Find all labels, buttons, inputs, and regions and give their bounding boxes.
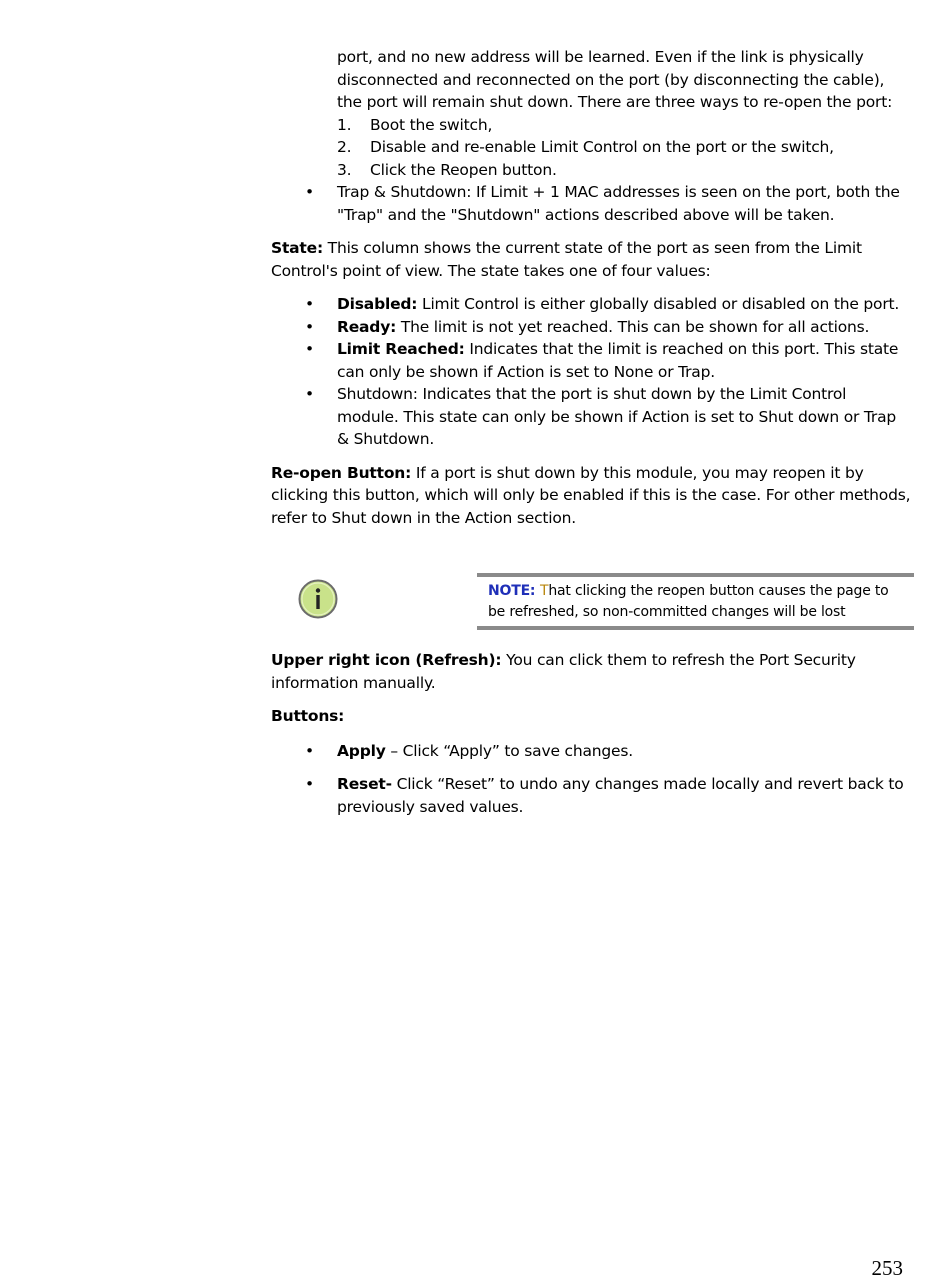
item-label: Limit Reached: xyxy=(337,340,465,358)
list-item xyxy=(271,383,911,451)
list-item xyxy=(337,136,911,159)
bullet: • xyxy=(305,775,314,793)
bullet: • xyxy=(305,385,314,403)
item-text: Limit Control is either globally disabled or disabled on the port. xyxy=(417,295,900,313)
item-text: The limit is not yet reached. This can be shown for all actions. xyxy=(396,317,870,336)
list-item xyxy=(337,159,911,182)
list-number: 1. xyxy=(337,115,352,134)
list-item xyxy=(271,316,911,339)
list-item-text: Boot the switch, xyxy=(370,115,493,134)
bullet: • xyxy=(305,317,314,336)
item-label: Reset- xyxy=(337,775,392,793)
item-text: Indicates that the limit is reached on this port. This state can only be shown if Action is set to None or Trap. xyxy=(337,340,899,381)
bullet: • xyxy=(305,295,314,313)
state-paragraph xyxy=(271,237,911,282)
refresh-paragraph xyxy=(271,649,911,694)
state-values-list xyxy=(271,293,911,451)
trap-shutdown-list xyxy=(271,181,911,226)
list-item xyxy=(271,338,911,383)
list-number: 3. xyxy=(337,160,352,179)
list-item xyxy=(271,773,911,818)
item-label: Ready: xyxy=(337,317,397,336)
state-text: This column shows the current state of the port as seen from the Limit Control's point of view. The state takes one of four values: xyxy=(271,239,862,280)
note-box xyxy=(477,573,914,630)
buttons-label: Buttons: xyxy=(271,707,345,725)
page-number: 253 xyxy=(871,1256,903,1280)
note-row xyxy=(0,573,950,633)
buttons-heading xyxy=(271,705,911,728)
item-text: Shutdown: Indicates that the port is shut down by the Limit Control module. This state can only be shown if Action is set to Shut down or Trap & Shutdown. xyxy=(337,385,897,448)
refresh-label: Upper right icon (Refresh): xyxy=(271,651,502,669)
list-item-text: Click the Reopen button. xyxy=(370,160,557,179)
list-item xyxy=(337,114,911,137)
item-text: – Click “Apply” to save changes. xyxy=(385,741,633,760)
list-item xyxy=(271,740,911,763)
reopen-ways-list xyxy=(337,114,911,182)
info-icon xyxy=(298,579,338,619)
continuation-block xyxy=(337,46,911,181)
continuation-text: port, and no new address will be learned. Even if the link is physically disconnected and reconnected on the port (by disconnecting the cable), the port will remain shut down. There are three ways to re-open the port: xyxy=(337,48,893,111)
note-label: NOTE: xyxy=(488,583,541,599)
bullet: • xyxy=(305,340,314,358)
list-item-text: Disable and re-enable Limit Control on the port or the switch, xyxy=(370,138,834,156)
list-number: 2. xyxy=(337,138,352,156)
note-first-letter: T xyxy=(540,583,549,599)
buttons-list xyxy=(271,740,911,819)
item-text: Click “Reset” to undo any changes made locally and revert back to previously saved values. xyxy=(337,775,904,816)
trap-shutdown-text: Trap & Shutdown: If Limit + 1 MAC addresses is seen on the port, both the "Trap" and the "Shutdown" actions described above will be taken. xyxy=(337,183,900,224)
bullet: • xyxy=(305,741,314,760)
note-text: hat clicking the reopen button causes the page to be refreshed, so non-committed changes will be lost xyxy=(488,583,889,620)
refresh-text: You can click them to refresh the Port Security information manually. xyxy=(271,651,856,692)
reopen-paragraph xyxy=(271,462,911,530)
state-label: State: xyxy=(271,239,323,257)
bullet: • xyxy=(305,183,314,201)
list-item xyxy=(271,181,911,226)
list-item xyxy=(271,293,911,316)
document-body xyxy=(271,46,911,818)
reopen-text: If a port is shut down by this module, you may reopen it by clicking this button, which will only be enabled if this is the case. For other methods, refer to Shut down in the Action section. xyxy=(271,463,911,527)
item-label: Apply xyxy=(337,741,386,760)
reopen-label: Re-open Button: xyxy=(271,463,412,482)
item-label: Disabled: xyxy=(337,295,418,313)
